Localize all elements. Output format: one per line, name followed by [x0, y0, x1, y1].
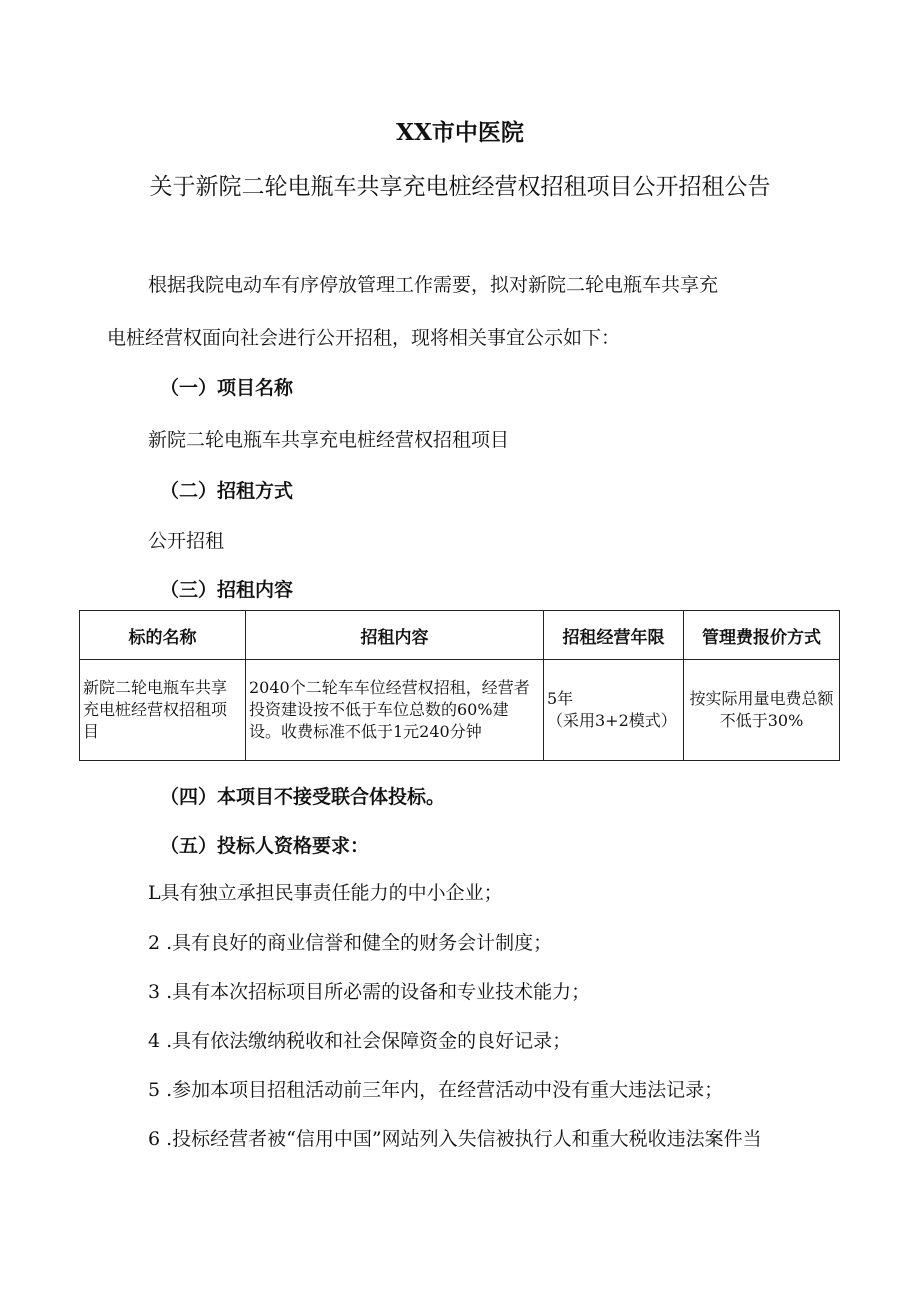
section-body-rental-method: 公开招租 — [148, 530, 225, 552]
section-heading-rental-method: （二）招租方式 — [160, 480, 294, 502]
section-body-project-name: 新院二轮电瓶车共享充电桩经营权招租项目 — [148, 429, 510, 451]
section-heading-project-name: （一）项目名称 — [160, 377, 294, 399]
table-cell-fee: 按实际用量电费总额不低于30% — [684, 660, 840, 761]
table-cell-name: 新院二轮电瓶车共享充电桩经营权招租项目 — [80, 660, 246, 761]
table-cell-content: 2040个二轮车车位经营权招租，经营者投资建设按不低于车位总数的60%建设。收费标准不低于1元240分钟 — [246, 660, 544, 761]
requirement-item: L具有独立承担民事责任能力的中小企业； — [148, 882, 503, 904]
requirement-item: 6 .投标经营者被“信用中国”网站列入失信被执行人和重大税收违法案件当 — [148, 1128, 762, 1150]
table-header-cell: 招租内容 — [246, 611, 544, 660]
table-row — [80, 660, 840, 761]
rental-content-table — [79, 610, 840, 761]
requirement-item: 3 .具有本次招标项目所必需的设备和专业技术能力； — [148, 981, 591, 1003]
term-line-1: 5年 — [547, 689, 574, 708]
document-title: XX市中医院 — [396, 119, 524, 146]
table-header-cell: 招租经营年限 — [544, 611, 684, 660]
intro-line-1: 根据我院电动车有序停放管理工作需要，拟对新院二轮电瓶车共享充 — [148, 274, 719, 296]
table-header-cell: 标的名称 — [80, 611, 246, 660]
requirement-item: 2 .具有良好的商业信誉和健全的财务会计制度； — [148, 932, 553, 954]
table-header-cell: 管理费报价方式 — [684, 611, 840, 660]
section-heading-qualifications: （五）投标人资格要求： — [160, 835, 370, 857]
document-subtitle: 关于新院二轮电瓶车共享充电桩经营权招租项目公开招租公告 — [149, 174, 771, 200]
intro-line-2: 电桩经营权面向社会进行公开招租，现将相关事宜公示如下： — [107, 327, 621, 349]
section-heading-rental-content: （三）招租内容 — [160, 579, 294, 601]
table-header-row — [80, 611, 840, 660]
requirement-item: 4 .具有依法缴纳税收和社会保障资金的良好记录； — [148, 1030, 572, 1052]
term-line-2: （采用3+2模式） — [547, 711, 677, 730]
table-cell-term — [544, 660, 684, 761]
requirement-item: 5 .参加本项目招租活动前三年内，在经营活动中没有重大违法记录； — [148, 1079, 724, 1101]
section-heading-no-consortium: （四）本项目不接受联合体投标。 — [160, 786, 446, 808]
